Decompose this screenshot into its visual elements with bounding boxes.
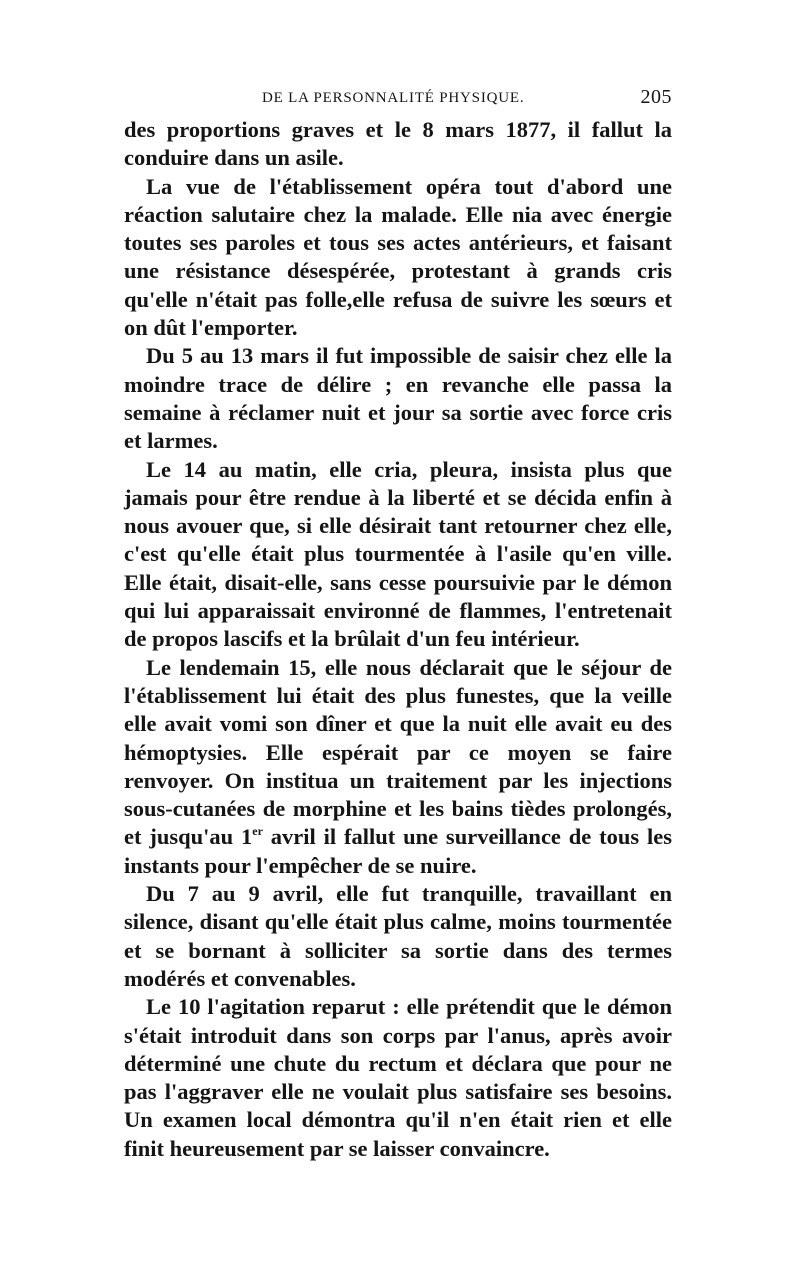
paragraph: Le 10 l'agitation reparut : elle prétendit que le démon s'était introduit dans son corps par l'anus, après avoir déterminé une chute du rectum et déclara que pour ne pas l'aggraver elle ne voulait plus satisfaire ses besoins. Un examen local démontra qu'il n'en était rien et elle finit heureusement par se laisser convaincre. bbox=[124, 994, 672, 1161]
body-text bbox=[124, 116, 672, 1163]
page-number: 205 bbox=[640, 86, 672, 108]
paragraph: Du 7 au 9 avril, elle fut tranquille, travaillant en silence, disant qu'elle était plus calme, moins tourmentée et se bornant à solliciter sa sortie dans des termes modérés et convenables. bbox=[124, 881, 672, 991]
paragraph: des proportions graves et le 8 mars 1877, il fallut la conduire dans un asile. bbox=[124, 117, 672, 171]
paragraph bbox=[124, 654, 672, 880]
paragraph-text: Le lendemain 15, elle nous déclarait que le séjour de l'établissement lui était des plus funestes, que la veille elle avait vomi son dîner et que la nuit elle avait eu des hémoptysies. Elle espérait par ce moyen se faire renvoyer. On institua un traitement par les injections sous-cutanées de morphine et les bains tièdes prolongés, et jusqu'au 1 bbox=[124, 654, 672, 850]
book-page bbox=[124, 86, 672, 1163]
running-title: DE LA PERSONNALITÉ PHYSIQUE. bbox=[262, 90, 525, 106]
paragraph: Le 14 au matin, elle cria, pleura, insista plus que jamais pour être rendue à la liberté et se décida enfin à nous avouer que, si elle désirait tant retourner chez elle, c'est qu'elle était plus tourmentée à l'asile qu'en ville. Elle était, disait-elle, sans cesse poursuivie par le démon qui lui apparaissait environné de flammes, l'entretenait de propos lascifs et la brûlait d'un feu intérieur. bbox=[124, 456, 672, 652]
paragraph-text: avril il fallut une surveillance de tous les instants pour l'empêcher de se nuire. bbox=[124, 824, 672, 878]
paragraph: Du 5 au 13 mars il fut impossible de saisir chez elle la moindre trace de délire ; en revanche elle passa la semaine à réclamer nuit et jour sa sortie avec force cris et larmes. bbox=[124, 343, 672, 454]
paragraph: La vue de l'établissement opéra tout d'abord une réaction salutaire chez la malade. Elle nia avec énergie toutes ses paroles et tous ses actes antérieurs, et faisant une résistance désespérée, protestant à grands cris qu'elle n'était pas folle,elle refusa de suivre les sœurs et on dût l'emporter. bbox=[124, 173, 672, 341]
page-header bbox=[124, 86, 672, 116]
ordinal-superscript: er bbox=[252, 824, 263, 839]
